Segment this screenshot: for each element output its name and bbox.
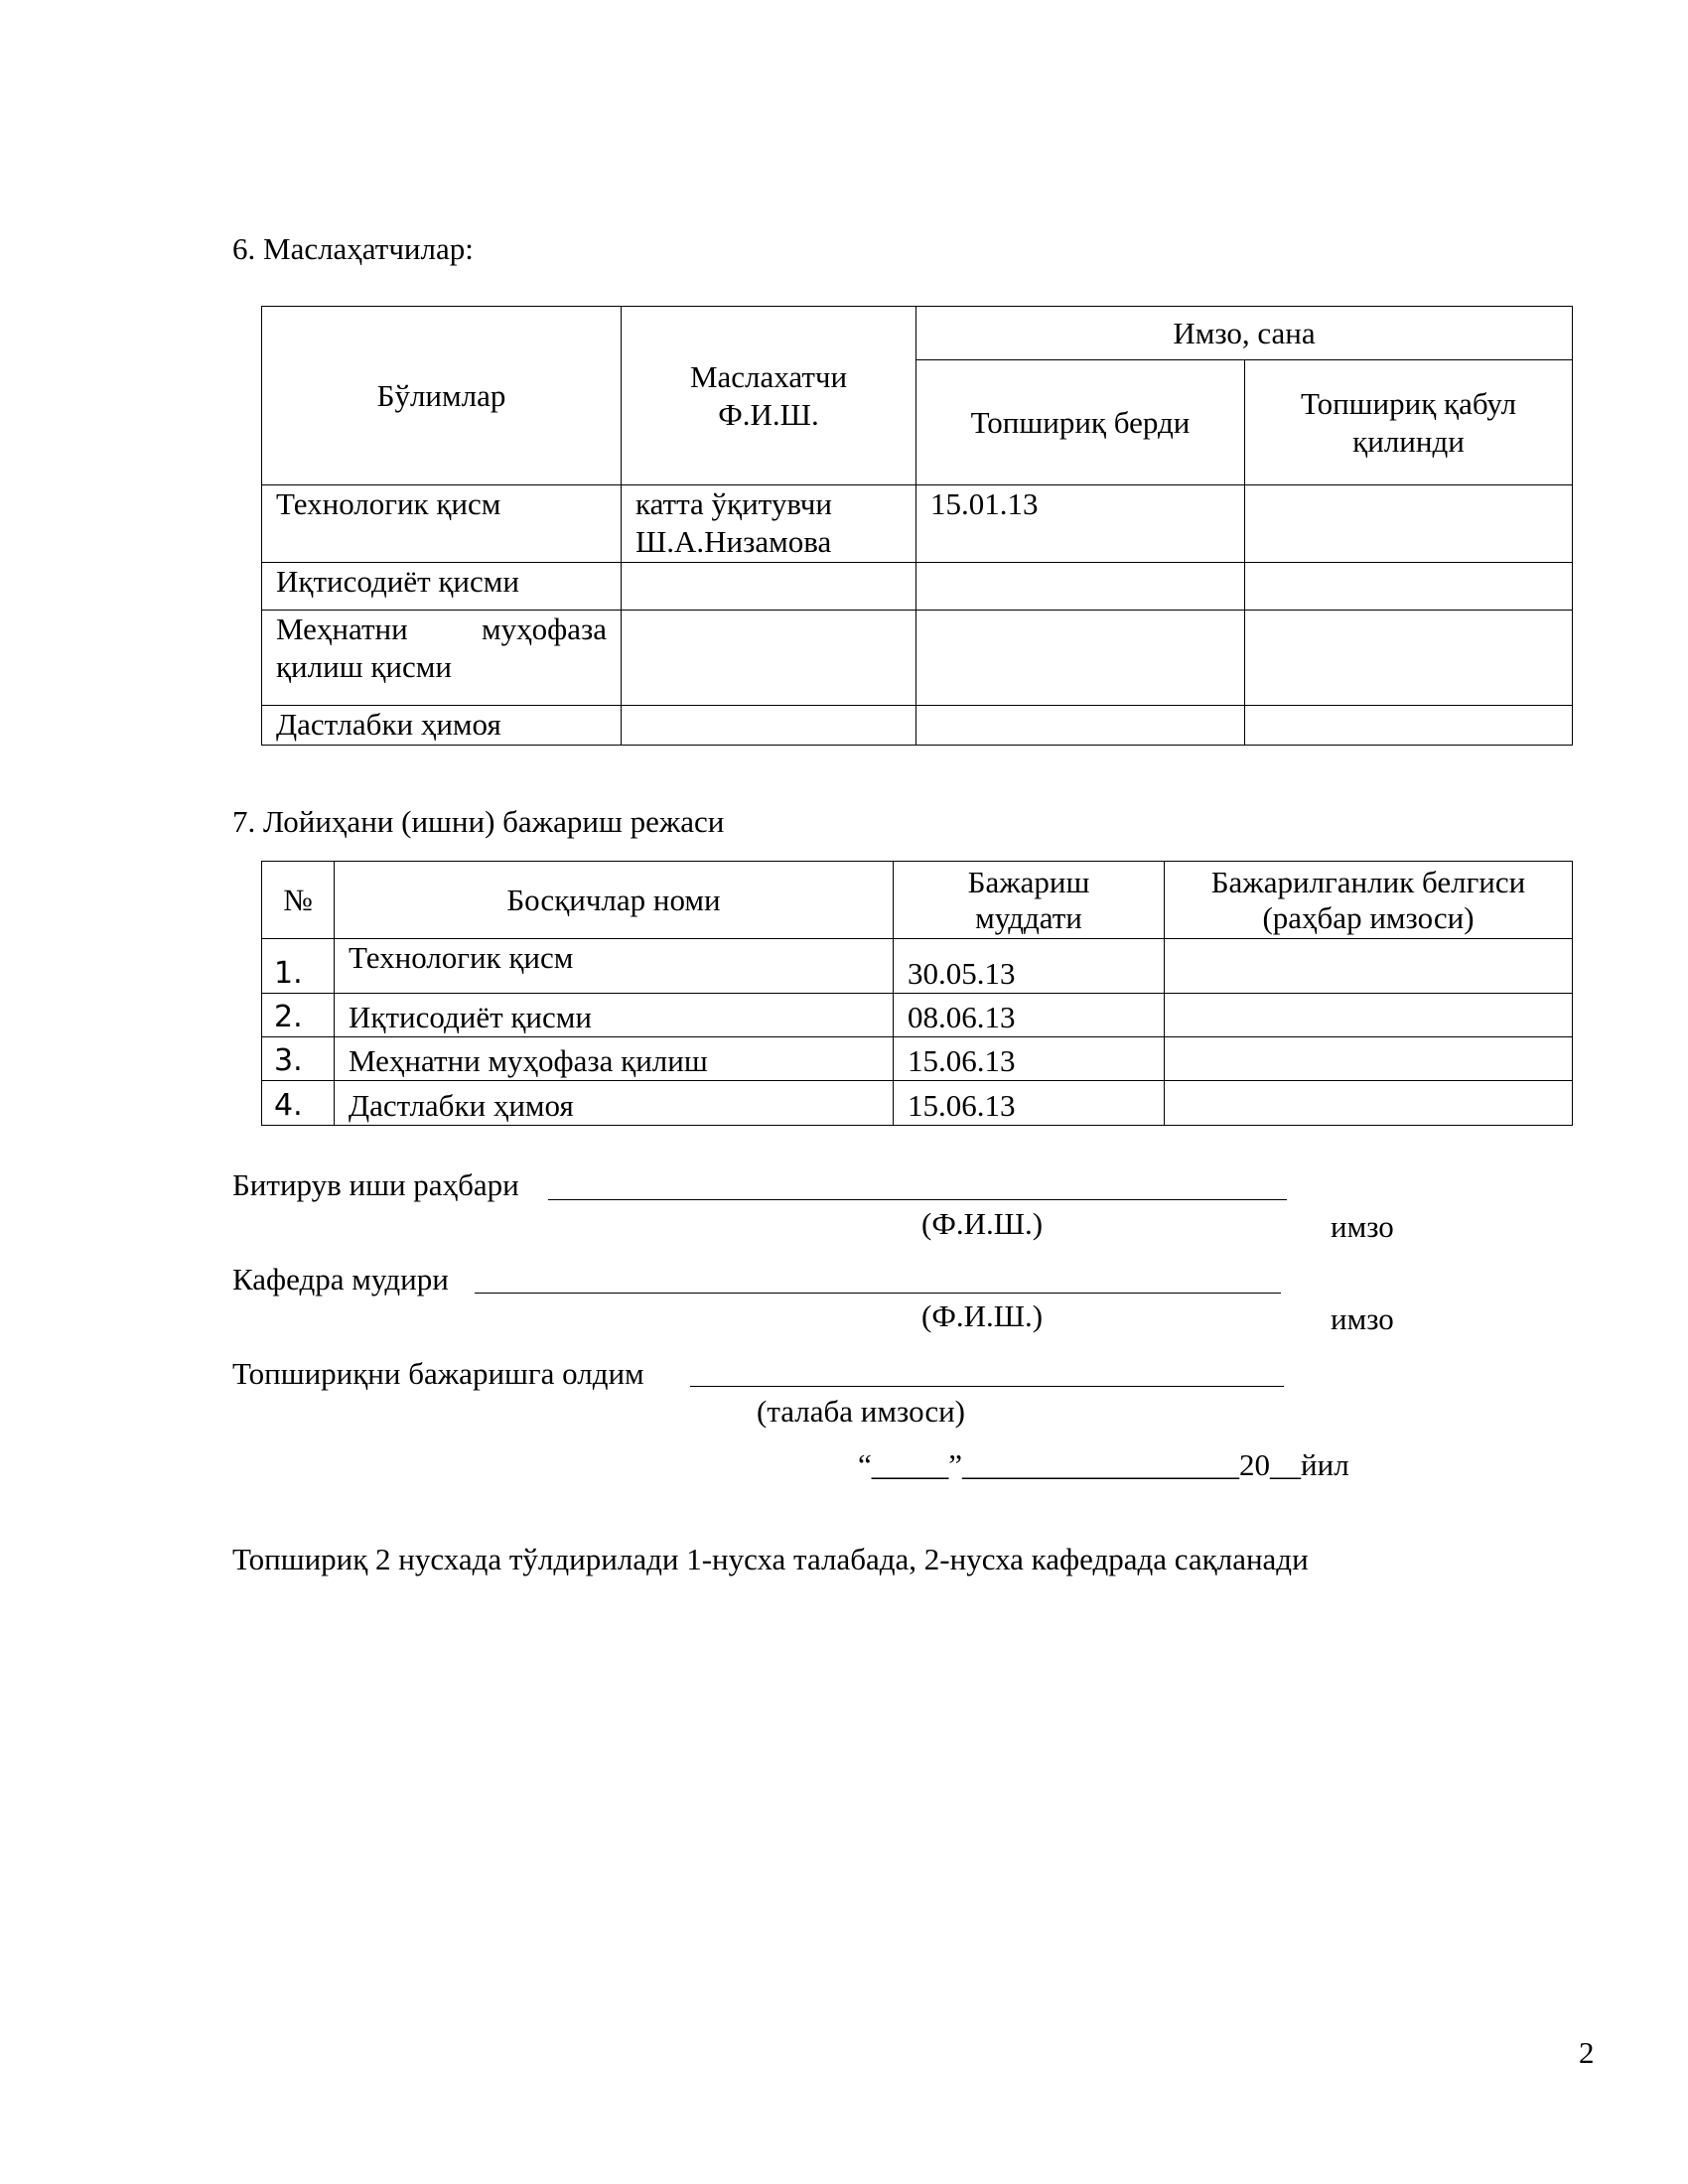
header-completion-mark-line1: Бажарилганлик белгиси: [1210, 864, 1526, 899]
completion-mark-cell: [1165, 1037, 1573, 1081]
accepted-cell: [1245, 563, 1573, 611]
student-signature-line: [690, 1386, 1284, 1387]
row-number: 3.: [262, 1037, 335, 1081]
department-cell: Технологик қисм: [262, 485, 622, 563]
stage-name-cell: Технологик қисм: [335, 939, 894, 994]
header-completion-mark: [1165, 862, 1573, 939]
header-consultant: [622, 307, 916, 485]
row-number: 2.: [262, 994, 335, 1037]
consultant-title: катта ўқитувчи: [635, 486, 832, 521]
consultant-cell: [622, 611, 916, 706]
table-row: [262, 563, 1573, 611]
consultant-cell: [622, 485, 916, 563]
header-completion-mark-line2: (раҳбар имзоси): [1262, 899, 1475, 935]
row-number: 4.: [262, 1081, 335, 1126]
header-number: №: [262, 862, 335, 939]
table-row: [262, 611, 1573, 706]
deadline-cell: 30.05.13: [894, 939, 1165, 994]
header-departments: Бўлимлар: [262, 307, 622, 485]
row-number: 1.: [262, 939, 335, 994]
header-task-accepted-line2: қилинди: [1352, 423, 1465, 459]
header-sign-date: Имзо, сана: [916, 307, 1573, 360]
header-task-accepted: [1245, 360, 1573, 485]
stage-name-cell: Меҳнатни муҳофаза қилиш: [335, 1037, 894, 1081]
accepted-cell: [1245, 611, 1573, 706]
supervisor-sign-caption: имзо: [1331, 1209, 1394, 1244]
completion-mark-cell: [1165, 939, 1573, 994]
header-task-accepted-line1: Топшириқ қабул: [1300, 385, 1517, 421]
work-plan-table: [261, 861, 1573, 1126]
header-task-given: Топшириқ берди: [916, 360, 1245, 485]
stage-name-cell: Иқтисодиёт қисми: [335, 994, 894, 1037]
footer-note: Топшириқ 2 нусхада тўлдирилади 1-нусха талабада, 2-нусха кафедрада сақланади: [232, 1542, 1309, 1576]
head-fio-caption: (Ф.И.Ш.): [921, 1298, 1044, 1333]
head-sign-caption: имзо: [1331, 1301, 1394, 1336]
table-row: [262, 706, 1573, 746]
header-stage-name: Босқичлар номи: [335, 862, 894, 939]
supervisor-label: Битирув иши раҳбари: [232, 1167, 519, 1202]
table-row: [262, 1037, 1573, 1081]
accepted-cell: [1245, 485, 1573, 563]
consultant-cell: [622, 563, 916, 611]
supervisor-fio-caption: (Ф.И.Ш.): [921, 1206, 1044, 1241]
section7-heading: 7. Лойиҳани (ишни) бажариш режаси: [232, 804, 725, 839]
department-cell: Иқтисодиёт қисми: [262, 563, 622, 611]
given-date-cell: [916, 563, 1245, 611]
header-deadline-line2: муддати: [975, 899, 1082, 935]
table-row: [262, 994, 1573, 1037]
deadline-cell: 15.06.13: [894, 1037, 1165, 1081]
table-row: [262, 485, 1573, 563]
given-date-cell: [916, 706, 1245, 746]
table-row: [262, 1081, 1573, 1126]
header-deadline: [894, 862, 1165, 939]
consultants-table: [261, 306, 1573, 746]
header-consultant-line2: Ф.И.Ш.: [718, 396, 819, 432]
completion-mark-cell: [1165, 1081, 1573, 1126]
stage-name-cell: Дастлабки ҳимоя: [335, 1081, 894, 1126]
table-row: [262, 939, 1573, 994]
header-consultant-line1: Маслахатчи: [689, 358, 848, 394]
deadline-cell: 15.06.13: [894, 1081, 1165, 1126]
supervisor-signature-line: [548, 1199, 1287, 1200]
consultant-name: Ш.А.Низамова: [635, 524, 832, 559]
department-cell: Меҳнатни муҳофаза қилиш қисми: [262, 611, 622, 706]
head-signature-line: [475, 1293, 1281, 1294]
section6-heading: 6. Маслаҳатчилар:: [232, 231, 474, 266]
student-sign-caption: (талаба имзоси): [757, 1394, 966, 1429]
given-date-cell: [916, 611, 1245, 706]
completion-mark-cell: [1165, 994, 1573, 1037]
head-of-department-label: Кафедра мудири: [232, 1262, 449, 1297]
consultant-cell: [622, 706, 916, 746]
date-line: “_____”__________________20__йил: [858, 1447, 1349, 1482]
task-received-label: Топшириқни бажаришга олдим: [232, 1356, 644, 1391]
page-number: 2: [1579, 2035, 1595, 2070]
department-cell: Дастлабки ҳимоя: [262, 706, 622, 746]
given-date-cell: 15.01.13: [916, 485, 1245, 563]
accepted-cell: [1245, 706, 1573, 746]
deadline-cell: 08.06.13: [894, 994, 1165, 1037]
header-deadline-line1: Бажариш: [967, 864, 1090, 899]
